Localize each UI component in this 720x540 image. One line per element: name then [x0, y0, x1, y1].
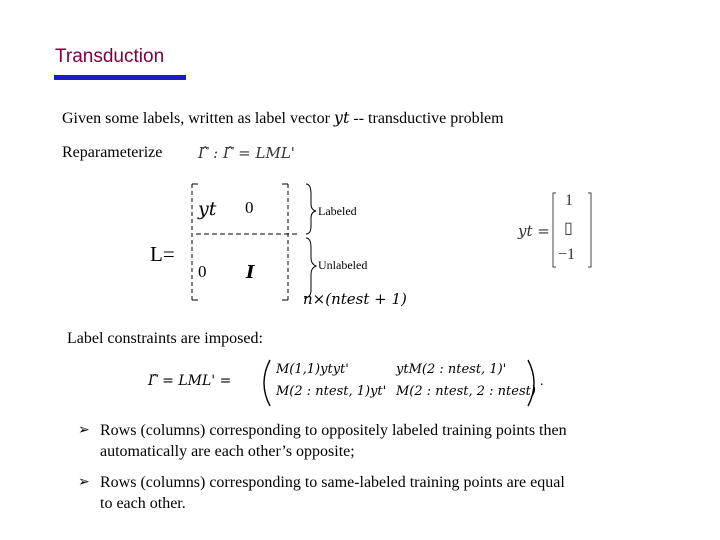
matrix-cell-identity: I	[246, 262, 255, 283]
yt-vector-lhs: yt =	[518, 222, 550, 240]
matrix-cell-0-top: 0	[245, 198, 254, 217]
slide-title: Transduction	[55, 46, 165, 67]
bullet-list	[78, 420, 658, 520]
bullet-arrow-icon: ➢	[78, 422, 90, 438]
intro-symbol: yt	[333, 108, 350, 127]
bullet-line: to each other.	[100, 495, 186, 512]
constraint-formula-lhs: Γ̂ = LML' =	[148, 373, 232, 389]
formula-period: .	[540, 374, 544, 389]
yt-entry-1: 1	[565, 192, 573, 209]
bullet-line: automatically are each other’s opposite;	[100, 443, 355, 460]
matrix-m21: M(2 : ntest, 1)yt'	[276, 384, 387, 399]
title-underline	[54, 75, 186, 80]
row-label-labeled: Labeled	[318, 204, 357, 218]
bullet-line: Rows (columns) corresponding to oppositely labeled training points then	[100, 422, 567, 439]
yt-entry-3: −1	[558, 246, 576, 263]
matrix-m22: M(2 : ntest, 2 : ntest)	[396, 384, 536, 399]
matrix-cell-yt: yt	[198, 198, 217, 220]
matrix-lhs: L=	[150, 242, 175, 266]
matrix-m12: ytM(2 : ntest, 1)'	[396, 362, 507, 377]
row-label-unlabeled: Unlabeled	[318, 258, 368, 272]
bullet-arrow-icon: ➢	[78, 474, 90, 490]
intro-suffix: -- transductive problem	[353, 110, 504, 127]
constraints-heading: Label constraints are imposed:	[67, 330, 263, 347]
bullet-line: Rows (columns) corresponding to same-labeled training points are equal	[100, 474, 565, 491]
matrix-cell-0-bottom: 0	[198, 262, 207, 281]
reparam-label: Reparameterize	[62, 144, 163, 161]
intro-prefix: Given some labels, written as label vector	[62, 110, 330, 127]
reparam-formula: Γ̂ : Γ̂ = LML'	[198, 144, 295, 162]
yt-entry-2: ▯	[564, 220, 573, 237]
intro-line	[62, 108, 504, 128]
matrix-dimension: n×(ntest + 1)	[303, 290, 407, 308]
matrix-m11: M(1,1)ytyt'	[276, 362, 349, 377]
